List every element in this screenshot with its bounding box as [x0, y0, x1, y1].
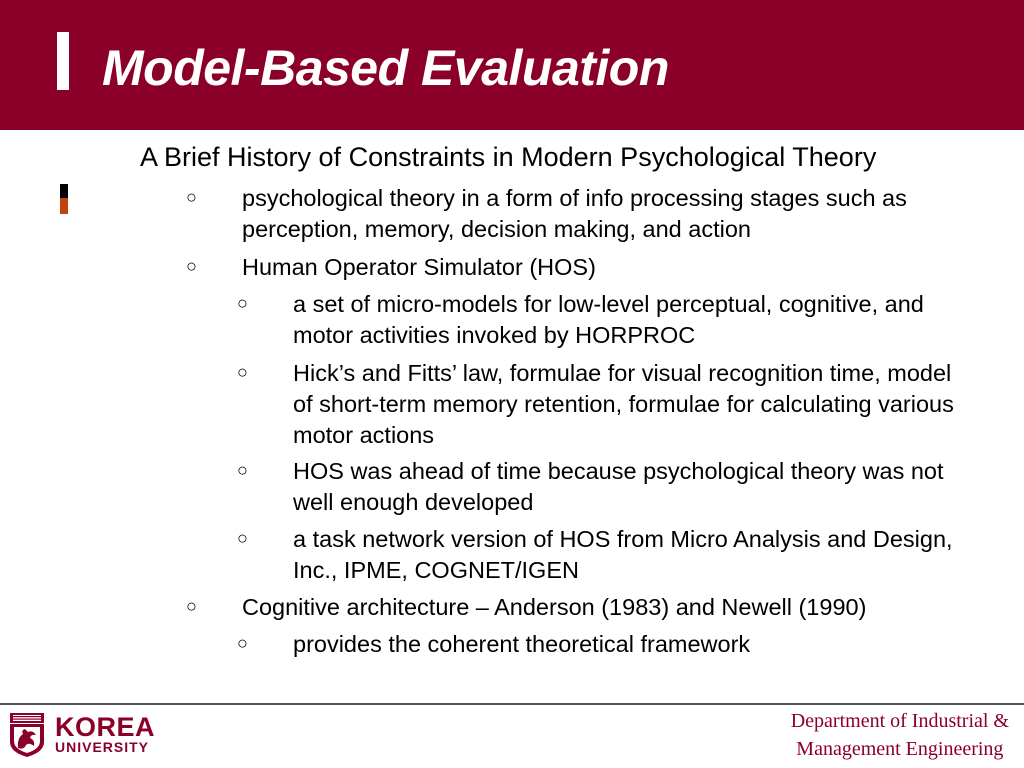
bullet-item [293, 524, 953, 586]
bullet-item [242, 592, 866, 623]
department-line-2: Management Engineering [796, 738, 1004, 760]
logo-wordmark: KOREA [55, 712, 156, 742]
university-crest-icon [9, 712, 45, 758]
bullet-line: a task network version of HOS from Micro Analysis and Design, [293, 526, 953, 552]
bullet-item [242, 252, 596, 283]
bullet-line: of short-term memory retention, formulae for calculating various [293, 391, 954, 417]
title-accent-bar [57, 32, 69, 90]
department-name [791, 707, 1009, 763]
bullet-icon: ○ [237, 362, 248, 382]
bullet-item [293, 629, 750, 660]
bullet-icon: ○ [186, 596, 197, 616]
bullet-line: Hick’s and Fitts’ law, formulae for visual recognition time, model [293, 360, 952, 386]
footer-divider [0, 703, 1024, 705]
bullet-line: HOS was ahead of time because psychological theory was not [293, 458, 944, 484]
korea-university-logo [9, 712, 159, 760]
bullet-icon: ○ [237, 633, 248, 653]
bullet-item [293, 358, 954, 451]
bullet-icon: ○ [237, 528, 248, 548]
title-banner [0, 0, 1024, 130]
bullet-item [293, 456, 944, 518]
bullet-icon: ○ [186, 187, 197, 207]
bullet-icon: ○ [186, 256, 197, 276]
department-line-1: Department of Industrial & [790, 710, 1009, 732]
bullet-line: psychological theory in a form of info processing stages such as [242, 185, 907, 211]
bullet-line: motor actions [293, 422, 435, 448]
bullet-line: Cognitive architecture – Anderson (1983) and Newell (1990) [242, 594, 867, 620]
bullet-icon: ○ [237, 293, 248, 313]
bullet-item [293, 289, 924, 351]
bullet-item [242, 183, 907, 245]
bullet-line: a set of micro-models for low-level perceptual, cognitive, and [293, 291, 924, 317]
bullet-line: provides the coherent theoretical framework [293, 631, 751, 657]
bullet-line: Inc., IPME, COGNET/IGEN [293, 557, 579, 583]
section-heading: A Brief History of Constraints in Modern Psychological Theory [140, 142, 877, 172]
bullet-line: well enough developed [293, 489, 534, 515]
bullet-icon: ○ [237, 460, 248, 480]
side-marker [60, 184, 68, 214]
bullet-line: Human Operator Simulator (HOS) [242, 254, 596, 280]
bullet-line: perception, memory, decision making, and action [242, 216, 751, 242]
logo-subtitle: UNIVERSITY [55, 739, 150, 755]
bullet-line: motor activities invoked by HORPROC [293, 322, 696, 348]
slide-title: Model-Based Evaluation [102, 40, 669, 96]
